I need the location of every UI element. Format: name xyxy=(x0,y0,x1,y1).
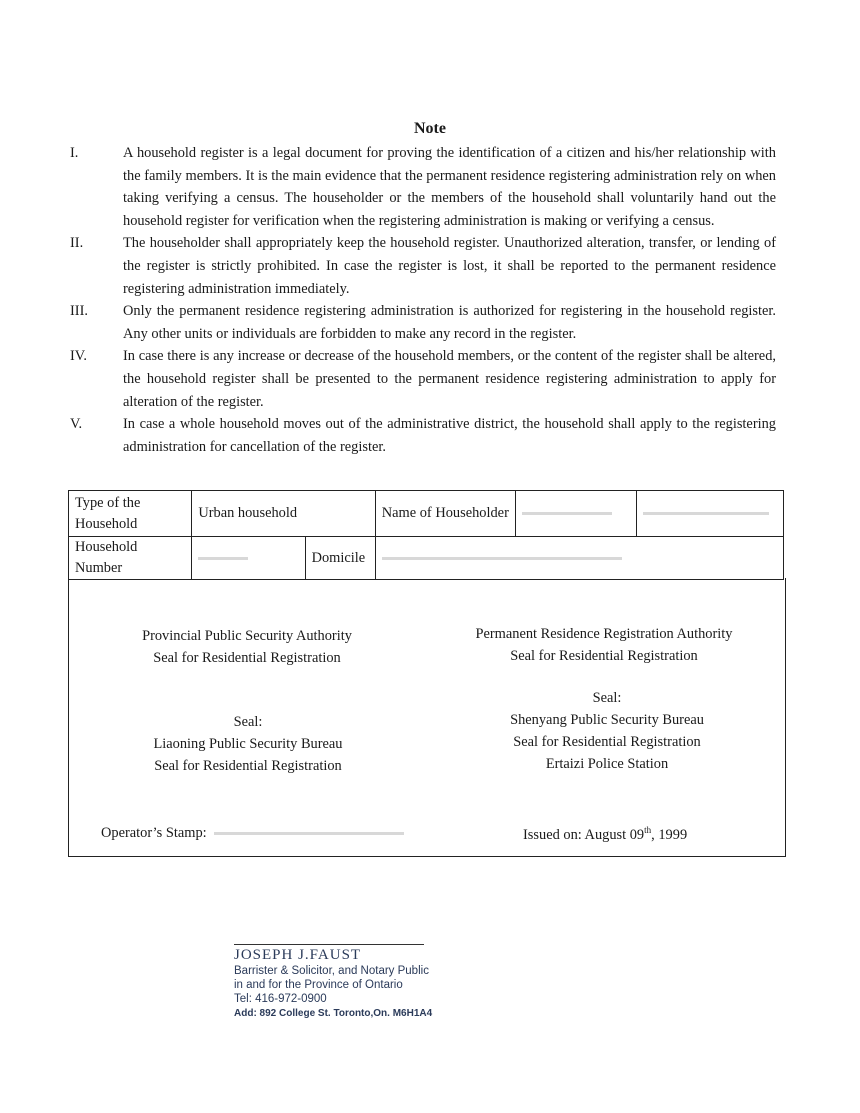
household-number-label: Household Number xyxy=(69,537,192,580)
seal-line: Seal for Residential Registration xyxy=(154,758,342,774)
seal-section xyxy=(68,578,786,857)
note-number: II. xyxy=(70,235,84,252)
note-text: A household register is a legal document for proving the identification of a citizen and his/her relationship with the family members. It is the main evidence that the permanent residence registering administration rely on when taking verifying a census. The householder or the members of the household shall voluntarily hand out the household register for verification when the registering administration is making or verifying a census. xyxy=(123,145,776,229)
notary-address: Add: 892 College St. Toronto,On. M6H1A4 xyxy=(234,1008,433,1019)
provincial-authority-block xyxy=(109,625,385,669)
household-number-value xyxy=(192,537,305,580)
issue-date-year: , 1999 xyxy=(651,826,688,843)
note-item xyxy=(70,413,776,458)
seal-line: Seal for Residential Registration xyxy=(153,650,341,666)
seal-line: Seal: xyxy=(233,714,263,730)
householder-name-value xyxy=(515,491,636,537)
seal-line: Provincial Public Security Authority xyxy=(142,628,352,644)
note-item xyxy=(70,300,776,345)
domicile-label: Domicile xyxy=(305,537,375,580)
issue-date-suffix: th xyxy=(644,825,652,835)
note-item xyxy=(70,345,776,413)
police-station-value xyxy=(636,491,783,537)
note-text: The householder shall appropriately keep the household register. Unauthorized alteration, transfer, or lending of the register is strictly prohibited. In case the register is lost, it shall be reported to the permanent residence registering administration immediately. xyxy=(123,235,776,297)
note-title: Note xyxy=(414,120,446,137)
notes-list xyxy=(70,142,776,458)
household-type-label: Type of the Household xyxy=(69,491,192,537)
permanent-residence-authority-block xyxy=(459,623,749,667)
seal-line: Permanent Residence Registration Authority xyxy=(475,626,733,642)
note-text: In case there is any increase or decrease of the household members, or the content of the register shall be altered, the household register shall be presented to the permanent residence registering administration to apply for alteration of the register. xyxy=(123,348,776,410)
notary-name: JOSEPH J.FAUST xyxy=(234,947,362,963)
note-number: IV. xyxy=(70,348,87,365)
seal-line: Liaoning Public Security Bureau xyxy=(153,736,343,752)
note-number: III. xyxy=(70,303,88,320)
note-item xyxy=(70,232,776,300)
notary-title: Barrister & Solicitor, and Notary Public xyxy=(234,965,429,977)
seal-line: Seal for Residential Registration xyxy=(510,648,698,664)
redacted-text xyxy=(382,557,622,560)
seal-line: Seal: xyxy=(592,690,622,706)
note-number: I. xyxy=(70,145,79,161)
domicile-value xyxy=(375,537,783,580)
note-item xyxy=(70,142,776,232)
seal-line: Shenyang Public Security Bureau xyxy=(510,712,704,728)
shenyang-seal-block xyxy=(479,687,735,775)
liaoning-seal-block xyxy=(125,711,371,777)
operator-stamp-label: Operator’s Stamp: xyxy=(101,825,207,841)
note-number: V. xyxy=(70,416,83,433)
notary-jurisdiction: in and for the Province of Ontario xyxy=(234,979,403,991)
redacted-text xyxy=(643,512,769,515)
notary-phone: Tel: 416-972-0900 xyxy=(234,993,327,1005)
operator-stamp xyxy=(101,822,404,844)
redacted-text xyxy=(522,512,612,515)
notary-stamp xyxy=(234,944,432,1022)
issue-date-text: Issued on: August 09 xyxy=(523,826,645,843)
household-info-table xyxy=(68,490,784,580)
household-type-value: Urban household xyxy=(192,491,375,537)
redacted-text xyxy=(198,557,248,560)
signature-line xyxy=(234,944,424,945)
seal-line: Seal for Residential Registration xyxy=(513,734,701,750)
issue-date xyxy=(523,819,687,846)
householder-name-label: Name of Householder xyxy=(375,491,515,537)
note-text: In case a whole household moves out of the administrative district, the household shall apply to the registering administration for cancellation of the register. xyxy=(123,416,776,455)
seal-line: Ertaizi Police Station xyxy=(545,756,669,772)
note-text: Only the permanent residence registering administration is authorized for registering in the household register. Any other units or individuals are forbidden to make any record in the register. xyxy=(123,303,776,342)
redacted-text xyxy=(214,832,404,835)
